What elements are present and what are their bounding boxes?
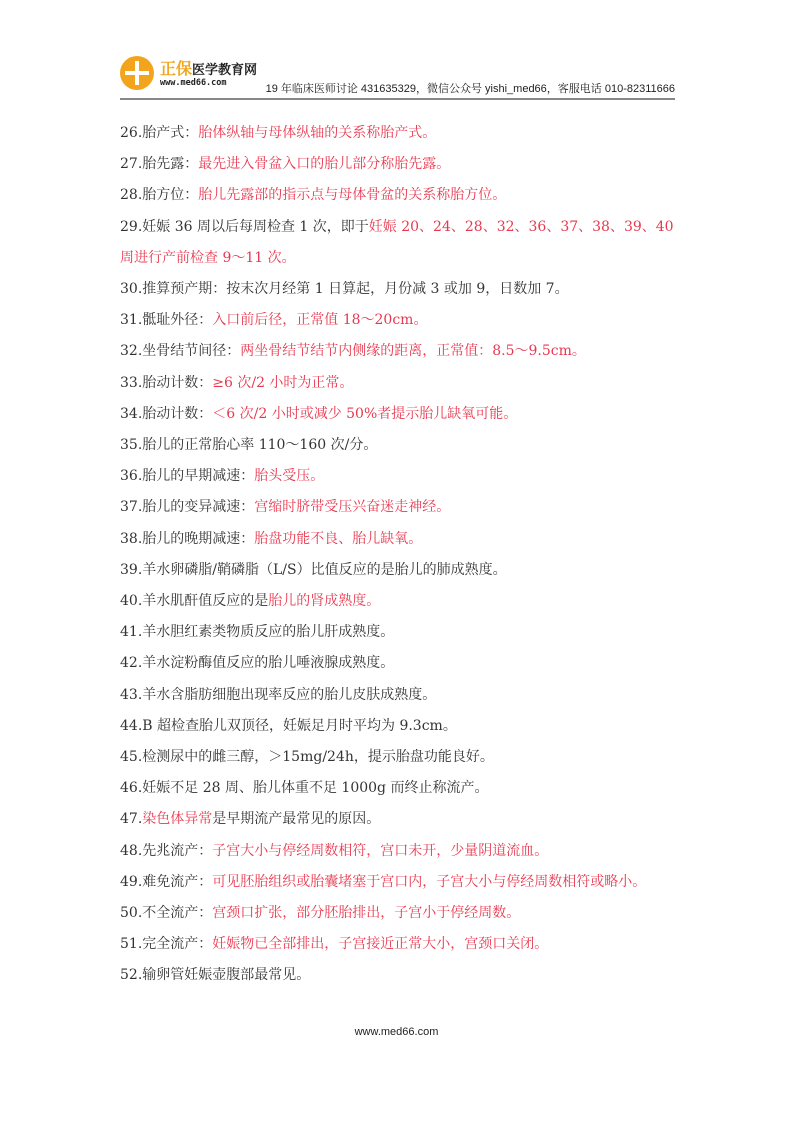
page-header — [120, 52, 675, 100]
list-item — [120, 524, 680, 555]
item-text: 35.胎儿的正常胎心率 110～160 次/分。 — [120, 437, 378, 454]
list-item — [120, 586, 680, 617]
list-item — [120, 836, 680, 867]
item-text: 44.B 超检查胎儿双顶径，妊娠足月时平均为 9.3cm。 — [120, 717, 457, 734]
highlight-text: 胎头受压。 — [254, 468, 325, 485]
list-item — [120, 867, 680, 898]
item-text: 51.完全流产： — [120, 936, 213, 953]
list-item — [120, 648, 680, 679]
highlight-text: 最先进入骨盆入口的胎儿部分称胎先露。 — [198, 156, 451, 173]
item-text: 37.胎儿的变异减速： — [120, 499, 255, 516]
list-item — [120, 711, 680, 742]
highlight-text: ＜6 次/2 小时或减少 50%者提示胎儿缺氧可能。 — [212, 405, 518, 422]
item-text: 27.胎先露： — [120, 156, 199, 173]
item-text: 52.输卵管妊娠壶腹部最常见。 — [120, 967, 311, 984]
item-text: 是早期流产最常见的原因。 — [212, 811, 381, 828]
highlight-text: 妊娠物已全部排出，子宫接近正常大小，宫颈口关闭。 — [212, 936, 549, 953]
highlight-text: ≥6 次/2 小时为正常。 — [212, 374, 354, 391]
list-item — [120, 898, 680, 929]
list-item — [120, 742, 680, 773]
list-item — [120, 305, 680, 336]
item-text: 38.胎儿的晚期减速： — [120, 530, 255, 547]
item-text: 32.坐骨结节间径： — [120, 343, 241, 360]
item-text: 49.难免流产： — [120, 873, 213, 890]
item-text: 34.胎动计数： — [120, 405, 213, 422]
list-item — [120, 118, 680, 149]
item-text: 47. — [120, 811, 143, 828]
header-info: 19 年临床医师讨论 431635329，微信公众号 yishi_med66，客服电话 010-82311666 — [265, 83, 675, 95]
highlight-text: 胎儿的肾成熟度。 — [268, 593, 381, 610]
highlight-text: 妊娠 20、24、28、32、36、37、38、39、40 周进行产前检查 9～11 次。 — [120, 218, 674, 266]
item-text: 43.羊水含脂肪细胞出现率反应的胎儿皮肤成熟度。 — [120, 686, 437, 703]
highlight-text: 入口前后径，正常值 18～20cm。 — [212, 312, 428, 329]
list-item — [120, 368, 680, 399]
item-text: 48.先兆流产： — [120, 842, 213, 859]
list-item — [120, 555, 680, 586]
list-item — [120, 617, 680, 648]
list-item — [120, 149, 680, 180]
item-text: 39.羊水卵磷脂/鞘磷脂（L/S）比值反应的是胎儿的肺成熟度。 — [120, 561, 507, 578]
list-item — [120, 336, 680, 367]
page-footer: www.med66.com — [354, 1026, 439, 1038]
highlight-text: 胎体纵轴与母体纵轴的关系称胎产式。 — [198, 125, 437, 141]
list-item — [120, 960, 680, 991]
item-text: 30.推算预产期：按末次月经第 1 日算起，月份减 3 或加 9，日数加 7。 — [120, 281, 569, 298]
item-text: 42.羊水淀粉酶值反应的胎儿唾液腺成熟度。 — [120, 655, 395, 672]
document-body — [120, 118, 680, 992]
highlight-text: 胎儿先露部的指示点与母体骨盆的关系称胎方位。 — [198, 187, 507, 204]
item-text: 46.妊娠不足 28 周、胎儿体重不足 1000g 而终止称流产。 — [120, 780, 489, 797]
item-text: 45.检测尿中的雌三醇，＞15mg/24h，提示胎盘功能良好。 — [120, 749, 494, 766]
list-item — [120, 773, 680, 804]
item-text: 36.胎儿的早期减速： — [120, 468, 255, 485]
highlight-text: 染色体异常 — [142, 811, 213, 828]
item-text: 33.胎动计数： — [120, 374, 213, 391]
highlight-text: 宫颈口扩张，部分胚胎排出，子宫小于停经周数。 — [212, 905, 521, 922]
list-item — [120, 492, 680, 523]
list-item — [120, 430, 680, 461]
item-text: 29.妊娠 36 周以后每周检查 1 次，即于 — [120, 218, 369, 235]
list-item — [120, 929, 680, 960]
highlight-text: 可见胚胎组织或胎囊堵塞于宫口内，子宫大小与停经周数相符或略小。 — [212, 873, 647, 890]
list-item — [120, 180, 680, 211]
brand-name: 正保医学教育网 — [160, 59, 258, 78]
list-item — [120, 680, 680, 711]
highlight-text: 子宫大小与停经周数相符，宫口未开，少量阴道流血。 — [212, 842, 549, 859]
item-text: 28.胎方位： — [120, 187, 199, 204]
highlight-text: 胎盘功能不良、胎儿缺氧。 — [254, 530, 423, 547]
highlight-text: 宫缩时脐带受压兴奋迷走神经。 — [254, 499, 451, 516]
item-text: 26.胎产式： — [120, 125, 199, 141]
list-item — [120, 461, 680, 492]
item-text: 50.不全流产： — [120, 905, 213, 922]
med66-logo-icon — [120, 56, 154, 90]
highlight-text: 两坐骨结节结节内侧缘的距离，正常值：8.5～9.5cm。 — [240, 343, 586, 360]
list-item — [120, 274, 680, 305]
list-item — [120, 399, 680, 430]
list-item — [120, 804, 680, 835]
list-item — [120, 212, 680, 274]
item-text: 31.骶耻外径： — [120, 312, 213, 329]
item-text: 41.羊水胆红素类物质反应的胎儿肝成熟度。 — [120, 624, 395, 641]
item-text: 40.羊水肌酐值反应的是 — [120, 593, 269, 610]
brand-site: www.med66.com — [160, 78, 227, 88]
